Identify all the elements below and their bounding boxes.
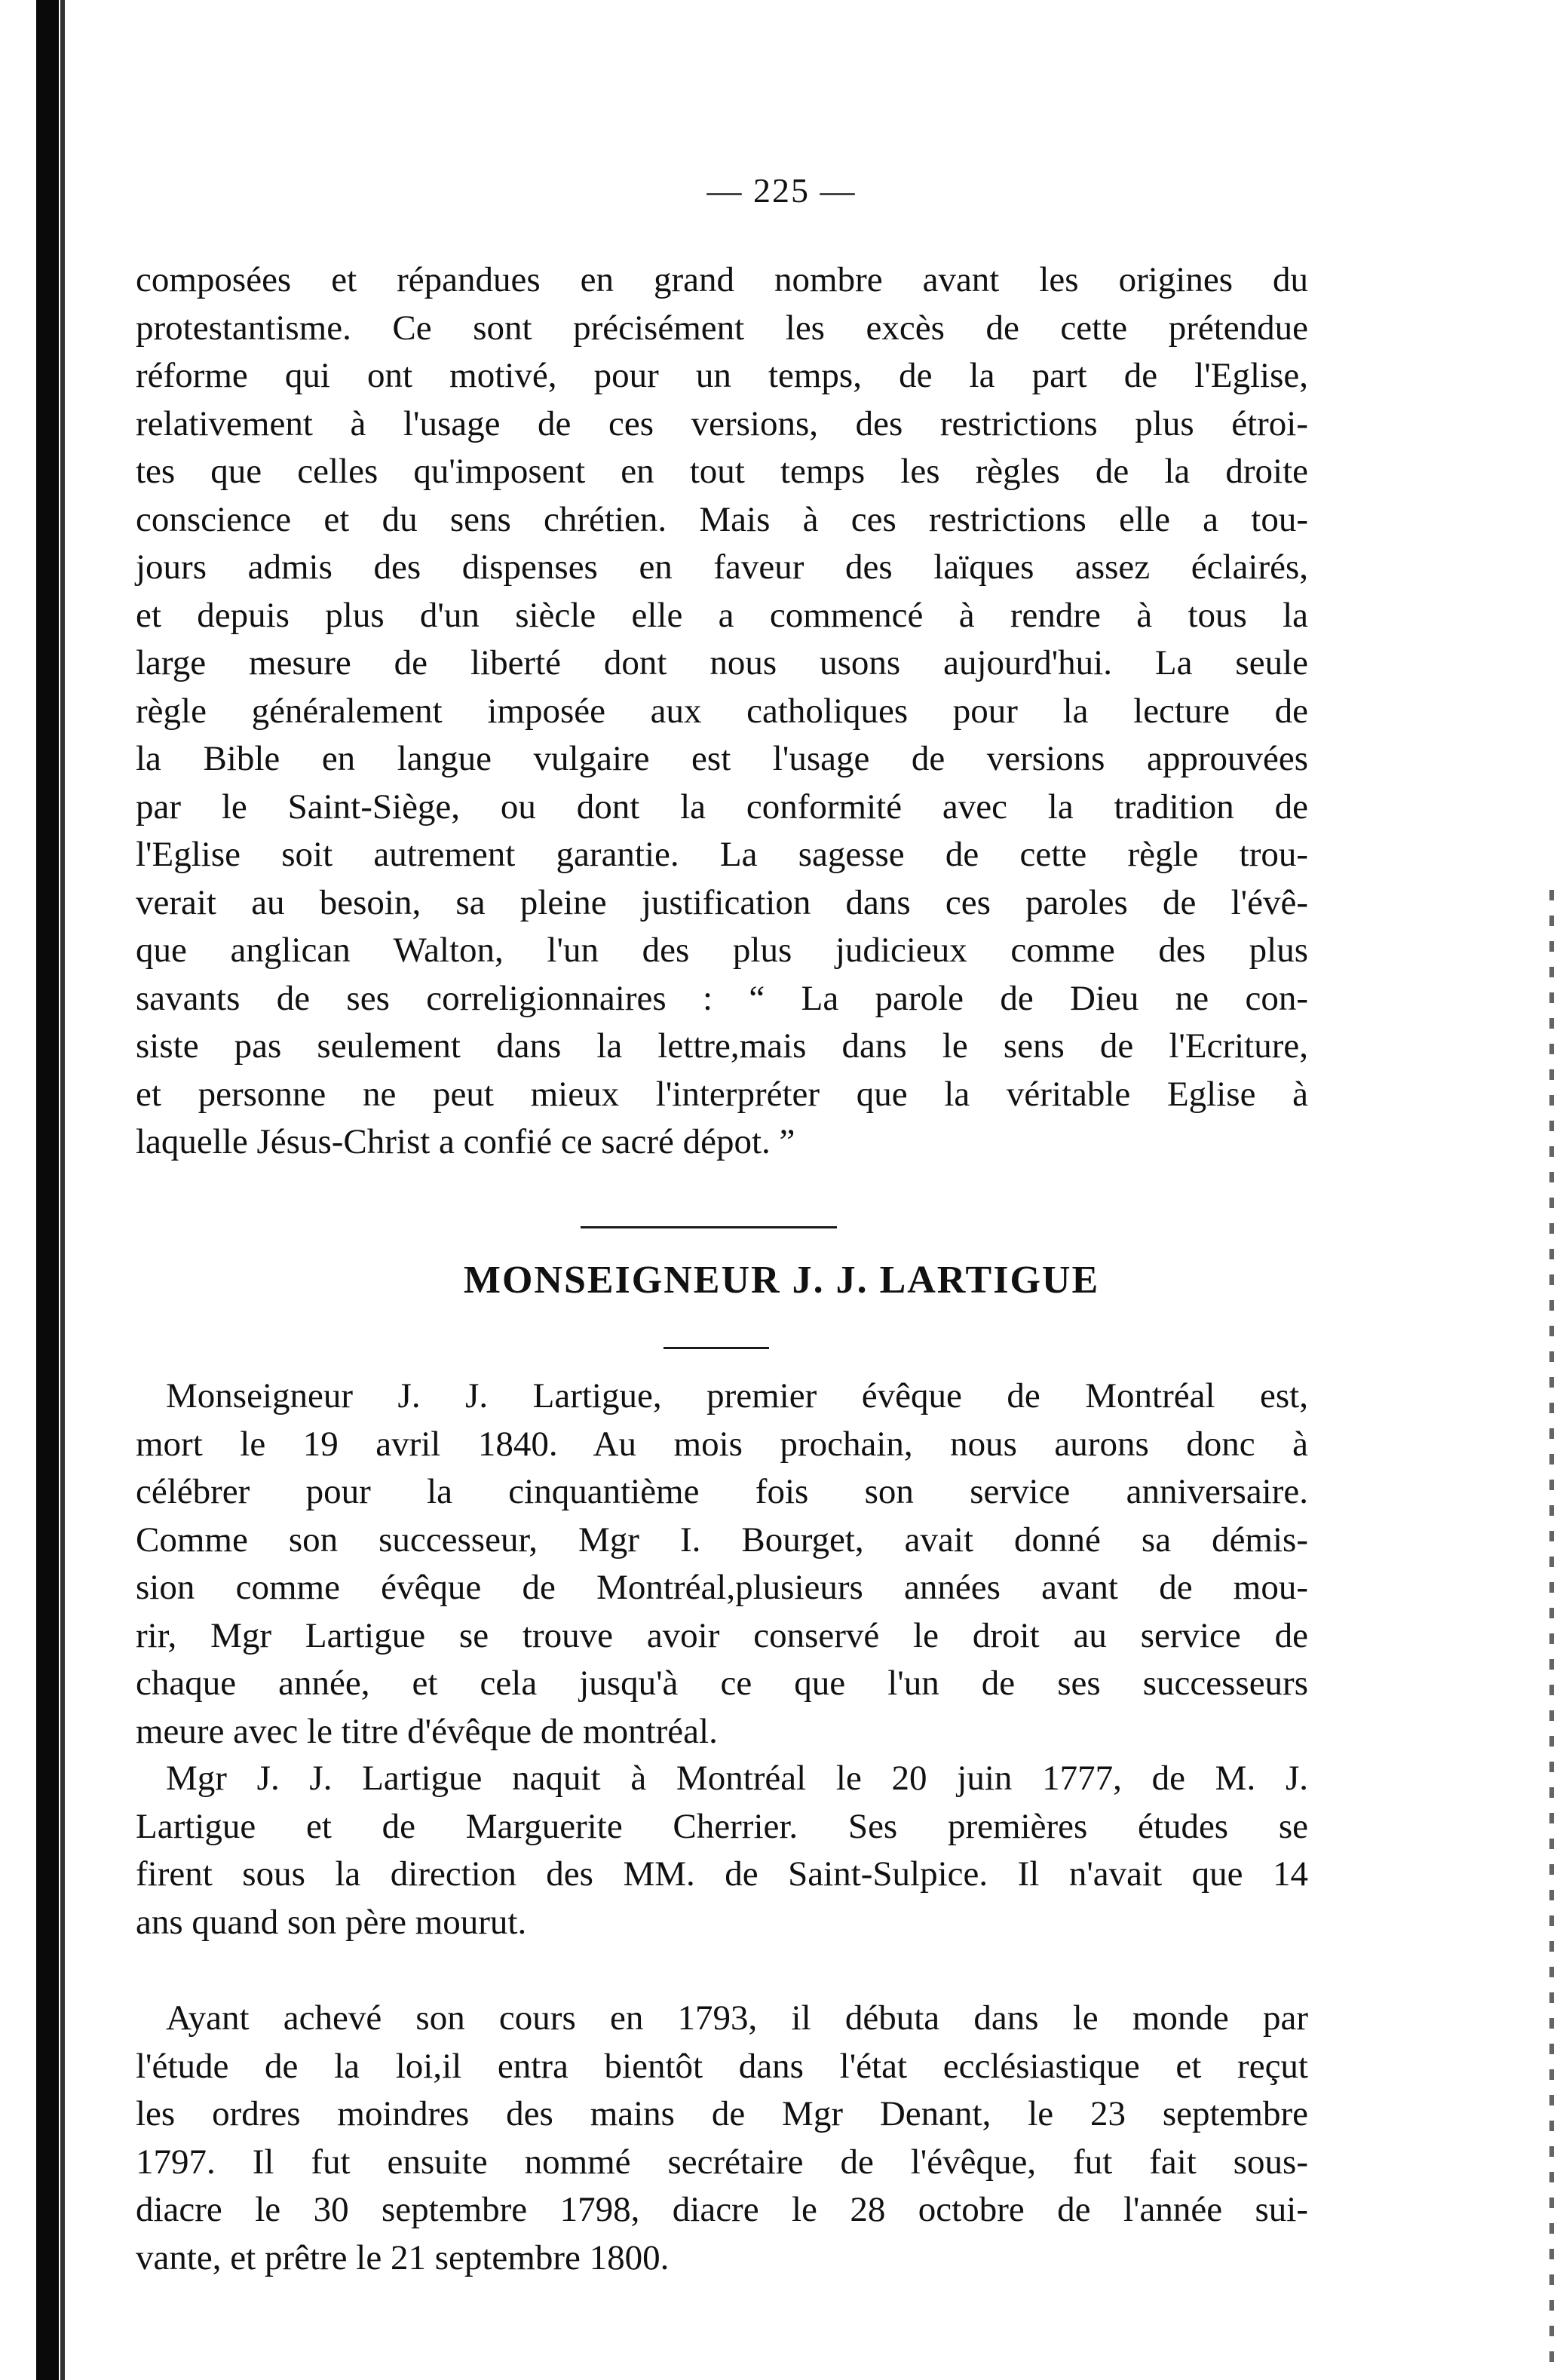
text-line: par le Saint-Siège, ou dont la conformité avec la tradition de — [136, 787, 1308, 827]
text-line: Monseigneur J. J. Lartigue, premier évêque de Montréal est, — [166, 1376, 1308, 1415]
paragraph — [136, 1755, 1308, 1946]
text-line: Lartigue et de Marguerite Cherrier. Ses premières études se — [136, 1806, 1308, 1846]
page-number: — 225 — — [706, 171, 857, 210]
paragraph — [136, 1372, 1308, 1756]
text-line: savants de ses correligionnaires : “ La parole de Dieu ne con- — [136, 978, 1308, 1018]
text-line: firent sous la direction des MM. de Saint-Sulpice. Il n'avait que 14 — [136, 1854, 1308, 1894]
text-line: verait au besoin, sa pleine justification dans ces paroles de l'évê- — [136, 882, 1308, 922]
text-line: chaque année, et cela jusqu'à ce que l'un de ses successeurs — [136, 1664, 1308, 1703]
text-line: règle généralement imposée aux catholiques pour la lecture de — [136, 691, 1308, 731]
section-divider-top — [581, 1226, 837, 1228]
text-line: composées et répandues en grand nombre avant les origines du — [136, 260, 1308, 299]
text-line: ans quand son père mourut. — [136, 1902, 527, 1942]
text-line: réforme qui ont motivé, pour un temps, de la part de l'Eglise, — [136, 356, 1308, 395]
text-line: rir, Mgr Lartigue se trouve avoir conservé le droit au service de — [136, 1615, 1308, 1655]
text-line: et depuis plus d'un siècle elle a commencé à rendre à tous la — [136, 595, 1308, 635]
text-line: meure avec le titre d'évêque de montréal. — [136, 1711, 718, 1751]
text-line: conscience et du sens chrétien. Mais à ces restrictions elle a tou- — [136, 499, 1308, 539]
text-line: célébrer pour la cinquantième fois son service anniversaire. — [136, 1472, 1308, 1511]
text-line: et personne ne peut mieux l'interpréter que la véritable Eglise à — [136, 1074, 1308, 1114]
text-line: Comme son successeur, Mgr I. Bourget, avait donné sa démis- — [136, 1520, 1308, 1560]
page-binding-shadow — [60, 0, 65, 2380]
text-line: les ordres moindres des mains de Mgr Denant, le 23 septembre — [136, 2094, 1308, 2133]
text-line: la Bible en langue vulgaire est l'usage de versions approuvées — [136, 739, 1308, 778]
page-binding-edge — [36, 0, 59, 2380]
text-line: diacre le 30 septembre 1798, diacre le 28 octobre de l'année sui- — [136, 2190, 1308, 2229]
text-line: large mesure de liberté dont nous usons aujourd'hui. La seule — [136, 643, 1308, 682]
text-line: l'Eglise soit autrement garantie. La sagesse de cette règle trou- — [136, 835, 1308, 874]
text-line: protestantisme. Ce sont précisément les excès de cette prétendue — [136, 308, 1308, 348]
paragraph-continuation — [136, 256, 1308, 1167]
text-line: siste pas seulement dans la lettre,mais dans le sens de l'Ecriture, — [136, 1026, 1308, 1066]
text-line: 1797. Il fut ensuite nommé secrétaire de l'évêque, fut fait sous- — [136, 2142, 1308, 2182]
text-line: tes que celles qu'imposent en tout temps les règles de la droite — [136, 452, 1308, 491]
text-line: jours admis des dispenses en faveur des laïques assez éclairés, — [136, 547, 1308, 587]
section-heading: MONSEIGNEUR J. J. LARTIGUE — [463, 1259, 1100, 1302]
text-line: sion comme évêque de Montréal,plusieurs années avant de mou- — [136, 1568, 1308, 1607]
text-line: que anglican Walton, l'un des plus judicieux comme des plus — [136, 931, 1308, 970]
text-line: vante, et prêtre le 21 septembre 1800. — [136, 2237, 670, 2277]
section-divider-bottom — [664, 1347, 769, 1349]
text-line: Ayant achevé son cours en 1793, il débuta dans le monde par — [166, 1998, 1308, 2038]
text-line: laquelle Jésus-Christ a confié ce sacré dépot. ” — [136, 1122, 795, 1161]
paragraph — [136, 1995, 1308, 2282]
text-line: l'étude de la loi,il entra bientôt dans l'état ecclésiastique et reçut — [136, 2046, 1308, 2086]
text-line: mort le 19 avril 1840. Au mois prochain, nous aurons donc à — [136, 1424, 1308, 1464]
text-line: Mgr J. J. Lartigue naquit à Montréal le 20 juin 1777, de M. J. — [166, 1759, 1308, 1798]
page-right-edge — [1549, 890, 1554, 2368]
text-line: relativement à l'usage de ces versions, des restrictions plus étroi- — [136, 403, 1308, 443]
